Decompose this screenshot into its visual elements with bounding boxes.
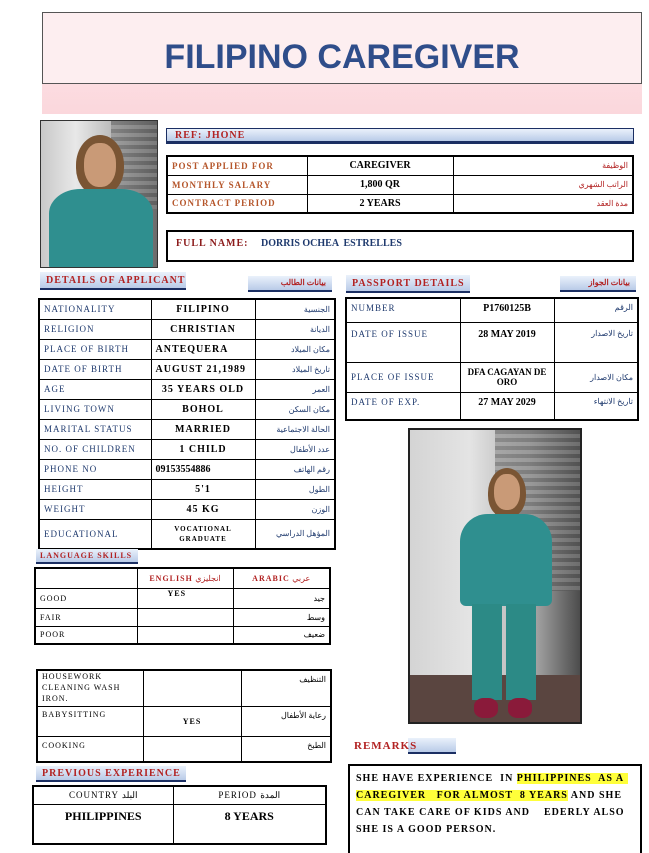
- table-row: [35, 608, 330, 626]
- skill-label: BABYSITTING: [37, 706, 143, 736]
- page-title: FILIPINO CAREGIVER: [164, 38, 520, 76]
- detail-label: DATE OF BIRTH: [39, 359, 151, 379]
- table-row: [39, 499, 335, 519]
- table-row: [39, 299, 335, 319]
- table-row: [39, 359, 335, 379]
- table-row: [167, 175, 633, 194]
- passport-label: NUMBER: [346, 298, 460, 322]
- detail-label: PHONE NO: [39, 459, 151, 479]
- experience-country: PHILIPPINES: [33, 804, 173, 844]
- passport-value: P1760125B: [460, 298, 554, 322]
- detail-label: NATIONALITY: [39, 299, 151, 319]
- detail-arabic: الجنسية: [255, 299, 335, 319]
- detail-value: ANTEQUERA: [151, 339, 255, 359]
- table-row: [346, 362, 638, 392]
- language-english-value: [137, 608, 233, 626]
- remarks-highlight: PHILIPPINES AS A CAREGIVER FOR ALMOST 8 YEARS: [356, 773, 628, 801]
- detail-label: LIVING TOWN: [39, 399, 151, 419]
- passport-label: DATE OF ISSUE: [346, 322, 460, 362]
- passport-ar-tab: [560, 276, 636, 292]
- table-row: [39, 339, 335, 359]
- table-row: [346, 392, 638, 420]
- language-arabic: ضعيف: [233, 626, 330, 644]
- passport-label: PLACE OF ISSUE: [346, 362, 460, 392]
- detail-value: AUGUST 21,1989: [151, 359, 255, 379]
- table-row: [346, 322, 638, 362]
- language-label: GOOD: [35, 588, 137, 608]
- passport-value: 28 MAY 2019: [460, 322, 554, 362]
- detail-value: 1 CHILD: [151, 439, 255, 459]
- detail-arabic: العمر: [255, 379, 335, 399]
- skill-value: [143, 736, 241, 762]
- table-row: [35, 588, 330, 608]
- skill-label: COOKING: [37, 736, 143, 762]
- detail-value: 45 KG: [151, 499, 255, 519]
- table-row: [37, 736, 331, 762]
- job-label: POST APPLIED FOR: [167, 156, 307, 175]
- detail-value: 09153554886: [151, 459, 255, 479]
- details-ar-tab: [248, 276, 332, 292]
- table-row: [33, 786, 326, 804]
- applicant-portrait-photo: [40, 120, 158, 268]
- detail-value: BOHOL: [151, 399, 255, 419]
- remarks-title: REMARKS: [354, 740, 418, 752]
- language-col-arabic: ARABIC عربي: [233, 568, 330, 588]
- detail-arabic: تاريخ الميلاد: [255, 359, 335, 379]
- language-col-english: ENGLISH انجليزي: [137, 568, 233, 588]
- language-english-value: YES: [137, 588, 233, 608]
- passport-value: DFA CAGAYAN DE ORO: [460, 362, 554, 392]
- passport-arabic: الرقم: [554, 298, 638, 322]
- language-arabic: وسط: [233, 608, 330, 626]
- experience-col-period: PERIOD المدة: [173, 786, 326, 804]
- table-row: [346, 298, 638, 322]
- job-value: 2 YEARS: [307, 194, 453, 213]
- language-tab: [36, 549, 138, 564]
- table-row: [39, 419, 335, 439]
- table-row: [39, 399, 335, 419]
- details-tab: [40, 272, 186, 290]
- detail-label: NO. OF CHILDREN: [39, 439, 151, 459]
- applicant-full-body-photo: [408, 428, 582, 724]
- job-arabic: الوظيفة: [453, 156, 633, 175]
- skill-arabic: رعاية الأطفال: [241, 706, 331, 736]
- detail-arabic: رقم الهاتف: [255, 459, 335, 479]
- detail-arabic: الديانة: [255, 319, 335, 339]
- passport-table: [345, 297, 639, 421]
- skills-table: [36, 669, 332, 763]
- table-row: [39, 379, 335, 399]
- table-row: [39, 319, 335, 339]
- detail-arabic: مكان الميلاد: [255, 339, 335, 359]
- table-row: [37, 670, 331, 706]
- language-table: [34, 567, 331, 645]
- passport-arabic: مكان الاصدار: [554, 362, 638, 392]
- experience-period: 8 YEARS: [173, 804, 326, 844]
- detail-label: PLACE OF BIRTH: [39, 339, 151, 359]
- remarks-text-2: AND SHE CAN TAKE CARE OF KIDS AND EDERLY ALSO SHE IS A GOOD PERSON.: [356, 790, 629, 835]
- skill-value: [143, 670, 241, 706]
- passport-tab: [346, 275, 470, 293]
- table-row: [39, 459, 335, 479]
- detail-arabic: مكان السكن: [255, 399, 335, 419]
- skill-value: YES: [143, 706, 241, 736]
- remarks-box: [348, 764, 642, 853]
- detail-value: FILIPINO: [151, 299, 255, 319]
- skill-arabic: التنظيف: [241, 670, 331, 706]
- language-label: POOR: [35, 626, 137, 644]
- job-label: MONTHLY SALARY: [167, 175, 307, 194]
- job-value: CAREGIVER: [307, 156, 453, 175]
- table-row: [39, 439, 335, 459]
- experience-table: [32, 785, 327, 845]
- passport-arabic: تاريخ الانتهاء: [554, 392, 638, 420]
- detail-arabic: الوزن: [255, 499, 335, 519]
- remarks-text-1: SHE HAVE EXPERIENCE IN: [356, 773, 517, 784]
- detail-label: AGE: [39, 379, 151, 399]
- details-title-arabic: بيانات الطالب: [280, 278, 326, 287]
- table-row: [33, 804, 326, 844]
- table-row: [39, 479, 335, 499]
- passport-value: 27 MAY 2029: [460, 392, 554, 420]
- job-value: 1,800 QR: [307, 175, 453, 194]
- full-name-label: FULL NAME:: [176, 238, 249, 249]
- table-row: [35, 626, 330, 644]
- detail-value: CHRISTIAN: [151, 319, 255, 339]
- experience-col-country: COUNTRY البلد: [33, 786, 173, 804]
- detail-value: 35 YEARS OLD: [151, 379, 255, 399]
- detail-label: RELIGION: [39, 319, 151, 339]
- remarks-title-bar: [352, 738, 456, 756]
- details-title: DETAILS OF APPLICANT: [46, 275, 186, 286]
- detail-label: MARITAL STATUS: [39, 419, 151, 439]
- job-label: CONTRACT PERIOD: [167, 194, 307, 213]
- full-name-box: [166, 230, 634, 262]
- table-row: [39, 519, 335, 549]
- detail-label: EDUCATIONAL: [39, 519, 151, 549]
- passport-title-arabic: بيانات الجواز: [588, 278, 630, 287]
- language-label: FAIR: [35, 608, 137, 626]
- table-row: [37, 706, 331, 736]
- detail-arabic: عدد الأطفال: [255, 439, 335, 459]
- table-row: [167, 194, 633, 213]
- passport-title: PASSPORT DETAILS: [352, 278, 465, 289]
- language-title: LANGUAGE SKILLS: [40, 551, 133, 560]
- detail-label: WEIGHT: [39, 499, 151, 519]
- passport-arabic: تاريخ الاصدار: [554, 322, 638, 362]
- experience-tab: [36, 766, 186, 782]
- detail-label: HEIGHT: [39, 479, 151, 499]
- detail-value: 5'1: [151, 479, 255, 499]
- job-table: [166, 155, 634, 214]
- language-english-value: [137, 626, 233, 644]
- passport-label: DATE OF EXP.: [346, 392, 460, 420]
- table-row: [167, 156, 633, 175]
- language-arabic: جيد: [233, 588, 330, 608]
- job-arabic: الراتب الشهري: [453, 175, 633, 194]
- skill-arabic: الطبخ: [241, 736, 331, 762]
- ref-bar: [166, 128, 634, 144]
- detail-arabic: المؤهل الدراسي: [255, 519, 335, 549]
- detail-arabic: الطول: [255, 479, 335, 499]
- detail-value: VOCATIONAL GRADUATE: [151, 519, 255, 549]
- detail-value: MARRIED: [151, 419, 255, 439]
- experience-title: PREVIOUS EXPERIENCE: [42, 768, 181, 779]
- details-table: [38, 298, 336, 550]
- detail-arabic: الحالة الاجتماعية: [255, 419, 335, 439]
- table-row: [35, 568, 330, 588]
- ref-label: REF: JHONE: [175, 130, 246, 141]
- job-arabic: مدة العقد: [453, 194, 633, 213]
- full-name-value: DORRIS OCHEA ESTRELLES: [261, 238, 402, 249]
- skill-label: HOUSEWORK CLEANING WASH IRON.: [37, 670, 143, 706]
